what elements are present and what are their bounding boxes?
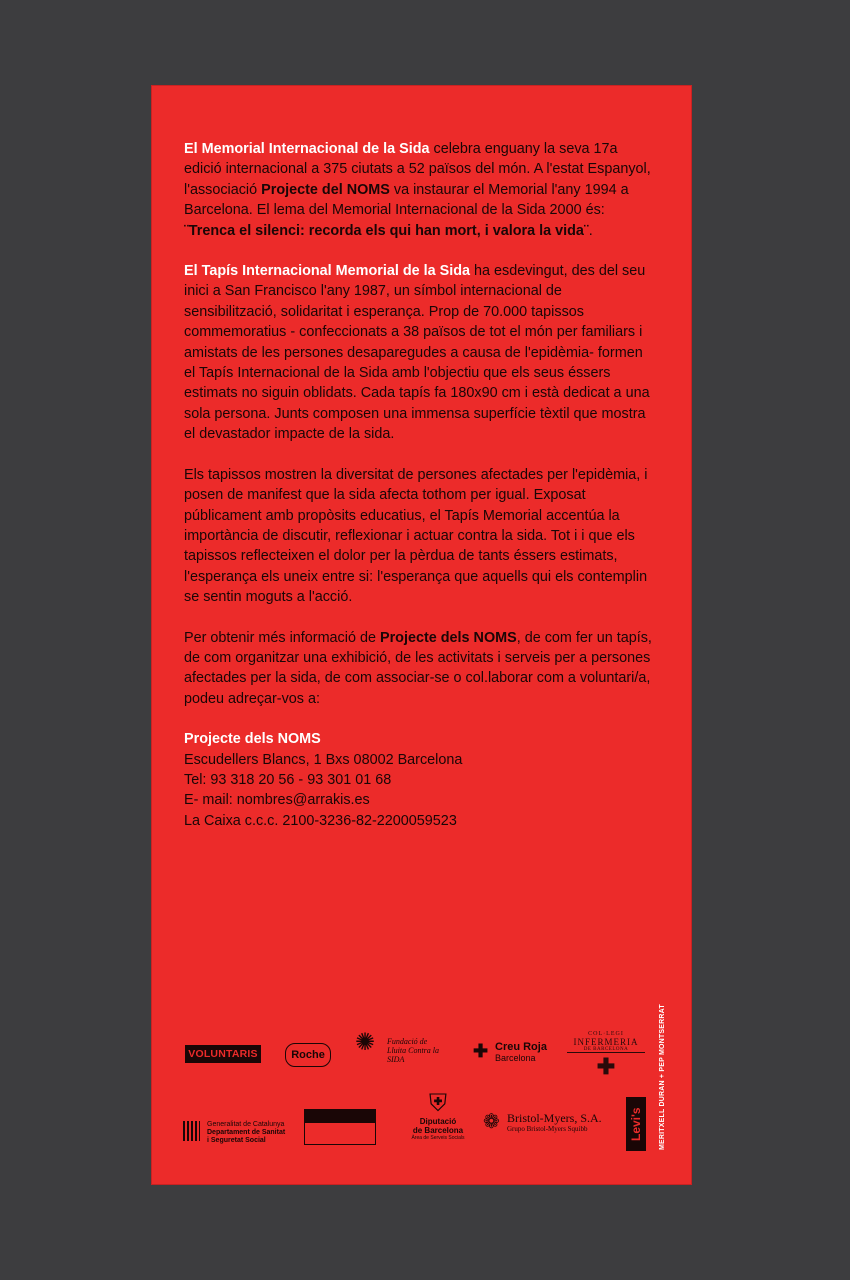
- generalitat-logo: Generalitat de Catalunya Departament de Sanitat i Seguretat Social: [183, 1121, 285, 1145]
- red-cross-icon: ✚: [473, 1041, 489, 1061]
- fundacio-sida-logo: ✺ Fundació de Lluita Contra la SIDA: [355, 1030, 440, 1064]
- design-credit: MERITXELL DURAN + PEP MONTSERRAT: [659, 1004, 666, 1150]
- flower-icon: ❁: [483, 1111, 500, 1133]
- voluntaris-logo: VOLUNTARIS: [185, 1045, 261, 1063]
- contact-email: E- mail: nombres@arrakis.es: [184, 792, 370, 809]
- senyera-icon: [183, 1121, 200, 1141]
- paragraph-informacio: Per obtenir més informació de Projecte dels NOMS, de com fer un tapís, de com organitzar una exhibició, de les activitats i serveis per a persones afectades per la sida, de com associar-se o col.laborar com a voluntari/a, podeu adreçar-vos a:: [184, 629, 652, 707]
- leaflet-card: [151, 85, 692, 1185]
- contact-name: Projecte dels NOMS: [184, 731, 321, 748]
- levis-logo: Levi's: [626, 1097, 646, 1151]
- diputacio-logo: ⛨ Diputació de Barcelona Àrea de Serveis Socials: [408, 1091, 468, 1142]
- bristol-myers-logo: ❁ Bristol-Myers, S.A. Grupo Bristol-Myers Squibb: [483, 1111, 602, 1133]
- paragraph-tapis: El Tapís Internacional Memorial de la Sida ha esdevingut, des del seu inici a San Francisco l'any 1987, un símbol internacional de sensibilització, solidaritat i esperança. Prop de 70.000 tapissos commemoratius - confeccionats a 38 països de tot el món per familiars i amistats de les persones desaparegudes a causa de l'epidèmia- formen el Tapís Internacional de la Sida amb l'objectiu que els seus éssers estimats no siguin oblidats. Cada tapís fa 180x90 cm i està dedicat a una sola persona. Junts composen una immensa superfície tèxtil que mostra el devastador impacte de la sida.: [184, 263, 650, 443]
- creu-roja-logo: ✚ Creu Roja Barcelona: [473, 1041, 547, 1063]
- contact-phone: Tel: 93 318 20 56 - 93 301 01 68: [184, 771, 392, 788]
- ajuntament-logo: [304, 1109, 376, 1145]
- ribbon-icon: ✺: [355, 1030, 376, 1056]
- shield-icon: ⛨: [429, 1090, 447, 1117]
- contact-block: [184, 729, 654, 831]
- infermeria-logo: COL·LEGI INFERMERIA DE BARCELONA ✚: [567, 1031, 645, 1078]
- roche-logo: Roche: [285, 1043, 331, 1067]
- contact-address: Escudellers Blancs, 1 Bxs 08002 Barcelona: [184, 751, 463, 768]
- cross-icon: ✚: [596, 1054, 616, 1079]
- ajuntament-emblem-icon: [305, 1110, 375, 1123]
- contact-bank-account: La Caixa c.c.c. 2100-3236-82-2200059523: [184, 812, 457, 829]
- paragraph-memorial: El Memorial Internacional de la Sida celebra enguany la seva 17a edició internacional a 375 ciutats a 52 països del món. A l'estat Espanyol, l'associació Projecte del NOMS va instaurar el Memorial l'any 1994 a Barcelona. El lema del Memorial Internacional de la Sida 2000 és: ¨Trenca el silenci: recorda els qui han mort, i valora la vida¨.: [184, 141, 651, 239]
- paragraph-diversitat: Els tapissos mostren la diversitat de persones afectades per l'epidèmia, i posen de manifest que la sida afecta tothom per igual. Exposat públicament amb propòsits educatius, el Tapís Memorial accentúa la importància de discutir, reflexionar i actuar contra la sida. Tot i i que els tapissos reflecteixen el dolor per la pèrdua de tants éssers estimats, l'esperança els uneix entre si: l'esperança que aquells qui els contemplin se sentin moguts a l'acció.: [184, 466, 648, 606]
- leaflet-text: [184, 139, 654, 831]
